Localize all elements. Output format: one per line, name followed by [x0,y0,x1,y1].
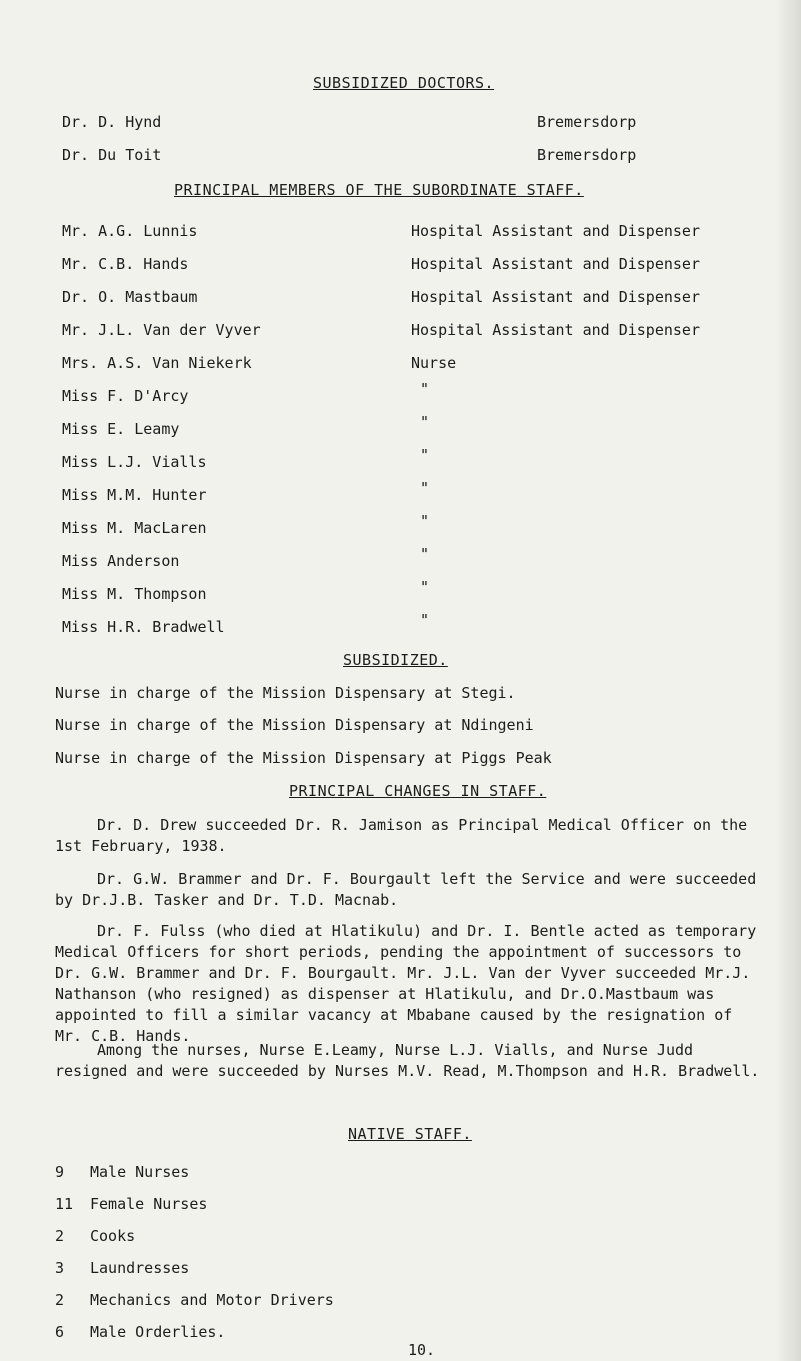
page-number: 10. [408,1341,436,1359]
paragraph [55,921,760,1047]
ditto-mark: " [420,545,430,563]
staff-name: Dr. O. Mastbaum [62,288,198,306]
staff-role: Hospital Assistant and Dispenser [411,222,700,240]
staff-name: Miss M.M. Hunter [62,486,207,504]
paragraph-text: Among the nurses, Nurse E.Leamy, Nurse L.J. Vialls, and Nurse Judd resigned and were succeeded by Nurses M.V. Read, M.Thompson and H.R. Bradwell. [55,1041,760,1080]
native-staff-label: Laundresses [90,1259,190,1277]
ditto-mark: " [420,479,430,497]
staff-role: Hospital Assistant and Dispenser [411,255,700,273]
native-staff-label: Mechanics and Motor Drivers [90,1291,334,1309]
paragraph [55,1040,760,1082]
heading-subsidized: SUBSIDIZED. [343,651,448,669]
native-staff-count: 2 [55,1227,65,1245]
native-staff-label: Male Nurses [90,1163,190,1181]
native-staff-label: Cooks [90,1227,136,1245]
staff-name: Mr. C.B. Hands [62,255,189,273]
paragraph-text: Dr. G.W. Brammer and Dr. F. Bourgault left the Service and were succeeded by Dr.J.B. Tasker and Dr. T.D. Macnab. [55,870,757,909]
staff-role: Nurse [411,354,457,372]
staff-role: Hospital Assistant and Dispenser [411,288,700,306]
dispensary-line: Nurse in charge of the Mission Dispensary at Ndingeni [55,716,534,734]
ditto-mark: " [420,380,430,398]
ditto-mark: " [420,611,430,629]
page-edge-shadow [775,0,801,1361]
native-staff-count: 9 [55,1163,65,1181]
paragraph-text: Dr. D. Drew succeeded Dr. R. Jamison as Principal Medical Officer on the 1st February, 1938. [55,816,748,855]
staff-name: Mr. J.L. Van der Vyver [62,321,261,339]
staff-name: Miss F. D'Arcy [62,387,189,405]
heading-subsidized-doctors: SUBSIDIZED DOCTORS. [313,74,495,92]
ditto-mark: " [420,413,430,431]
ditto-mark: " [420,578,430,596]
dispensary-line: Nurse in charge of the Mission Dispensary at Piggs Peak [55,749,552,767]
native-staff-count: 2 [55,1291,65,1309]
dispensary-line: Nurse in charge of the Mission Dispensary at Stegi. [55,684,516,702]
heading-native-staff: NATIVE STAFF. [348,1125,472,1143]
paragraph [55,869,760,911]
staff-name: Mrs. A.S. Van Niekerk [62,354,252,372]
ditto-mark: " [420,446,430,464]
native-staff-count: 6 [55,1323,65,1341]
paragraph-text: Dr. F. Fulss (who died at Hlatikulu) and Dr. I. Bentle acted as temporary Medical Officers for short periods, pending the appointment of successors to Dr. G.W. Brammer and Dr. F. Bourgault. Mr. J.L. Van der Vyver succeeded Mr.J. Nathanson (who resigned) as dispenser at Hlatikulu, and Dr.O.Mastbaum was appointed to fill a similar vacancy at Mbabane caused by the resignation of Mr. C.B. Hands. [55,922,757,1045]
native-staff-count: 11 [55,1195,74,1213]
doctor-place: Bremersdorp [537,146,637,164]
staff-name: Miss Anderson [62,552,180,570]
staff-name: Mr. A.G. Lunnis [62,222,198,240]
native-staff-count: 3 [55,1259,65,1277]
native-staff-label: Male Orderlies. [90,1323,226,1341]
staff-name: Miss M. Thompson [62,585,207,603]
doctor-name: Dr. Du Toit [62,146,162,164]
doctor-place: Bremersdorp [537,113,637,131]
heading-principal-changes: PRINCIPAL CHANGES IN STAFF. [289,782,547,800]
heading-subordinate-staff: PRINCIPAL MEMBERS OF THE SUBORDINATE STAFF. [174,181,584,199]
staff-name: Miss M. MacLaren [62,519,207,537]
staff-name: Miss E. Leamy [62,420,180,438]
staff-name: Miss H.R. Bradwell [62,618,225,636]
ditto-mark: " [420,512,430,530]
staff-name: Miss L.J. Vialls [62,453,207,471]
staff-role: Hospital Assistant and Dispenser [411,321,700,339]
doctor-name: Dr. D. Hynd [62,113,162,131]
paragraph [55,815,760,857]
native-staff-label: Female Nurses [90,1195,208,1213]
